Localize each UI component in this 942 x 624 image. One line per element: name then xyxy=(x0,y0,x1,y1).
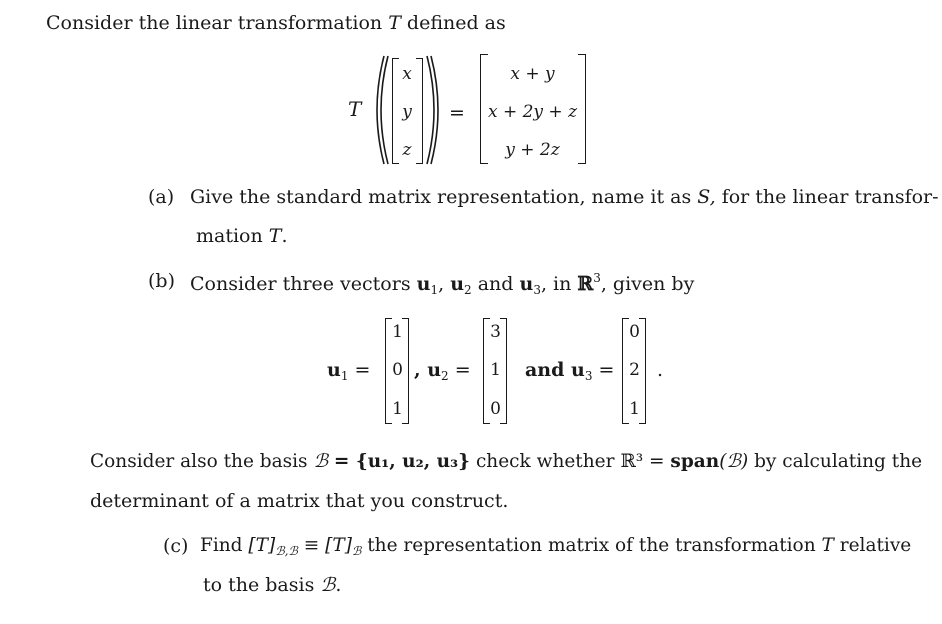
part-c-text2: the representation matrix of the transformation xyxy=(367,535,816,556)
part-c-label: (c) xyxy=(163,535,189,557)
input-right-bracket xyxy=(416,58,423,164)
output-row2: x + 2y + z xyxy=(487,102,578,122)
part-b-sup: 3 xyxy=(593,271,601,285)
basis-set: = {u₁, u₂, u₃} xyxy=(333,451,471,472)
basis-B: ℬ xyxy=(313,451,328,472)
definition-equals: = xyxy=(449,102,465,124)
basis-span: span xyxy=(670,451,720,472)
part-c-line1 xyxy=(200,537,911,557)
u1-label xyxy=(327,361,370,382)
part-c-sub-bb: ℬ,ℬ xyxy=(275,544,298,558)
u3-u: and u xyxy=(525,359,585,381)
part-a-text2: for the linear transfor- xyxy=(721,186,939,208)
output-row3: y + 2z xyxy=(505,140,560,160)
part-c-text4: to the basis xyxy=(203,574,315,596)
part-c-period: . xyxy=(335,574,342,596)
func-T: T xyxy=(348,97,362,121)
part-c-sub-b: ℬ xyxy=(351,544,362,558)
part-a-text3: mation xyxy=(196,225,263,247)
part-b-u1: u xyxy=(416,273,431,295)
part-a-T: T xyxy=(268,225,282,247)
part-c-notation: [T] xyxy=(248,535,276,556)
part-a-period: . xyxy=(281,225,288,247)
u1-sub: 1 xyxy=(340,369,349,383)
part-b-sub3: 3 xyxy=(533,283,541,297)
part-b-comma1: , xyxy=(438,273,445,295)
u3-entry3: 1 xyxy=(629,399,640,419)
u1-entry2: 0 xyxy=(392,360,403,380)
intro-T: T xyxy=(388,12,401,34)
basis-text3: by calculating the xyxy=(754,451,923,472)
part-b-line xyxy=(190,272,694,296)
intro-line xyxy=(46,14,506,33)
part-b-and: and xyxy=(477,273,514,295)
right-paren xyxy=(423,54,443,166)
u2-eq: = xyxy=(454,359,471,381)
part-c-B: ℬ xyxy=(320,574,336,596)
u3-eq: = xyxy=(598,359,615,381)
basis-line1 xyxy=(90,453,922,472)
vectors-period: . xyxy=(657,359,664,381)
part-c-equiv: ≡ [T] xyxy=(303,535,352,556)
part-c-text1: Find xyxy=(200,535,243,556)
u1-entry3: 1 xyxy=(392,399,403,419)
u1-u: u xyxy=(327,359,341,381)
part-a-label: (a) xyxy=(148,186,175,208)
input-z: z xyxy=(402,140,412,160)
u2-u: , u xyxy=(414,359,442,381)
u3-entry2: 2 xyxy=(629,360,640,380)
part-b-text2: , given by xyxy=(600,273,695,295)
input-y: y xyxy=(402,102,412,122)
part-a-line1 xyxy=(190,188,939,207)
part-c-line2 xyxy=(203,576,341,595)
part-b-in: , in xyxy=(540,273,572,295)
u1-eq: = xyxy=(354,359,371,381)
part-b-sub2: 2 xyxy=(464,283,472,297)
basis-span-arg: (ℬ) xyxy=(719,451,749,472)
output-right-bracket xyxy=(578,54,586,164)
part-b-u3: u xyxy=(519,273,534,295)
part-b-R: ℝ xyxy=(577,273,594,295)
u2-entry3: 0 xyxy=(490,399,501,419)
part-a-text1: Give the standard matrix representation, name it as xyxy=(190,186,692,208)
input-x: x xyxy=(402,64,412,84)
u2-label xyxy=(414,361,471,382)
part-b-sub1: 1 xyxy=(430,283,439,297)
u3-sub: 3 xyxy=(584,369,593,383)
basis-text1: Consider also the basis xyxy=(90,451,308,472)
u2-sub: 2 xyxy=(441,369,449,383)
left-paren xyxy=(372,54,392,166)
u3-label xyxy=(525,361,614,382)
part-c-text3: relative xyxy=(839,535,912,556)
part-c-T: T xyxy=(821,535,834,556)
part-a-line2 xyxy=(196,227,288,246)
intro-text2: defined as xyxy=(406,12,506,34)
part-b-u2: u xyxy=(450,273,465,295)
part-b-label: (b) xyxy=(148,270,175,292)
u2-entry2: 1 xyxy=(490,360,501,380)
u3-entry1: 0 xyxy=(629,322,640,342)
part-b-text1: Consider three vectors xyxy=(190,273,411,295)
basis-text2: check whether ℝ³ = xyxy=(475,451,665,472)
basis-line2: determinant of a matrix that you construct. xyxy=(90,490,509,512)
u1-entry1: 1 xyxy=(392,322,403,342)
intro-text: Consider the linear transformation xyxy=(46,12,383,34)
output-row1: x + y xyxy=(510,64,555,84)
part-a-S: S, xyxy=(697,186,716,208)
u2-entry1: 3 xyxy=(490,322,501,342)
